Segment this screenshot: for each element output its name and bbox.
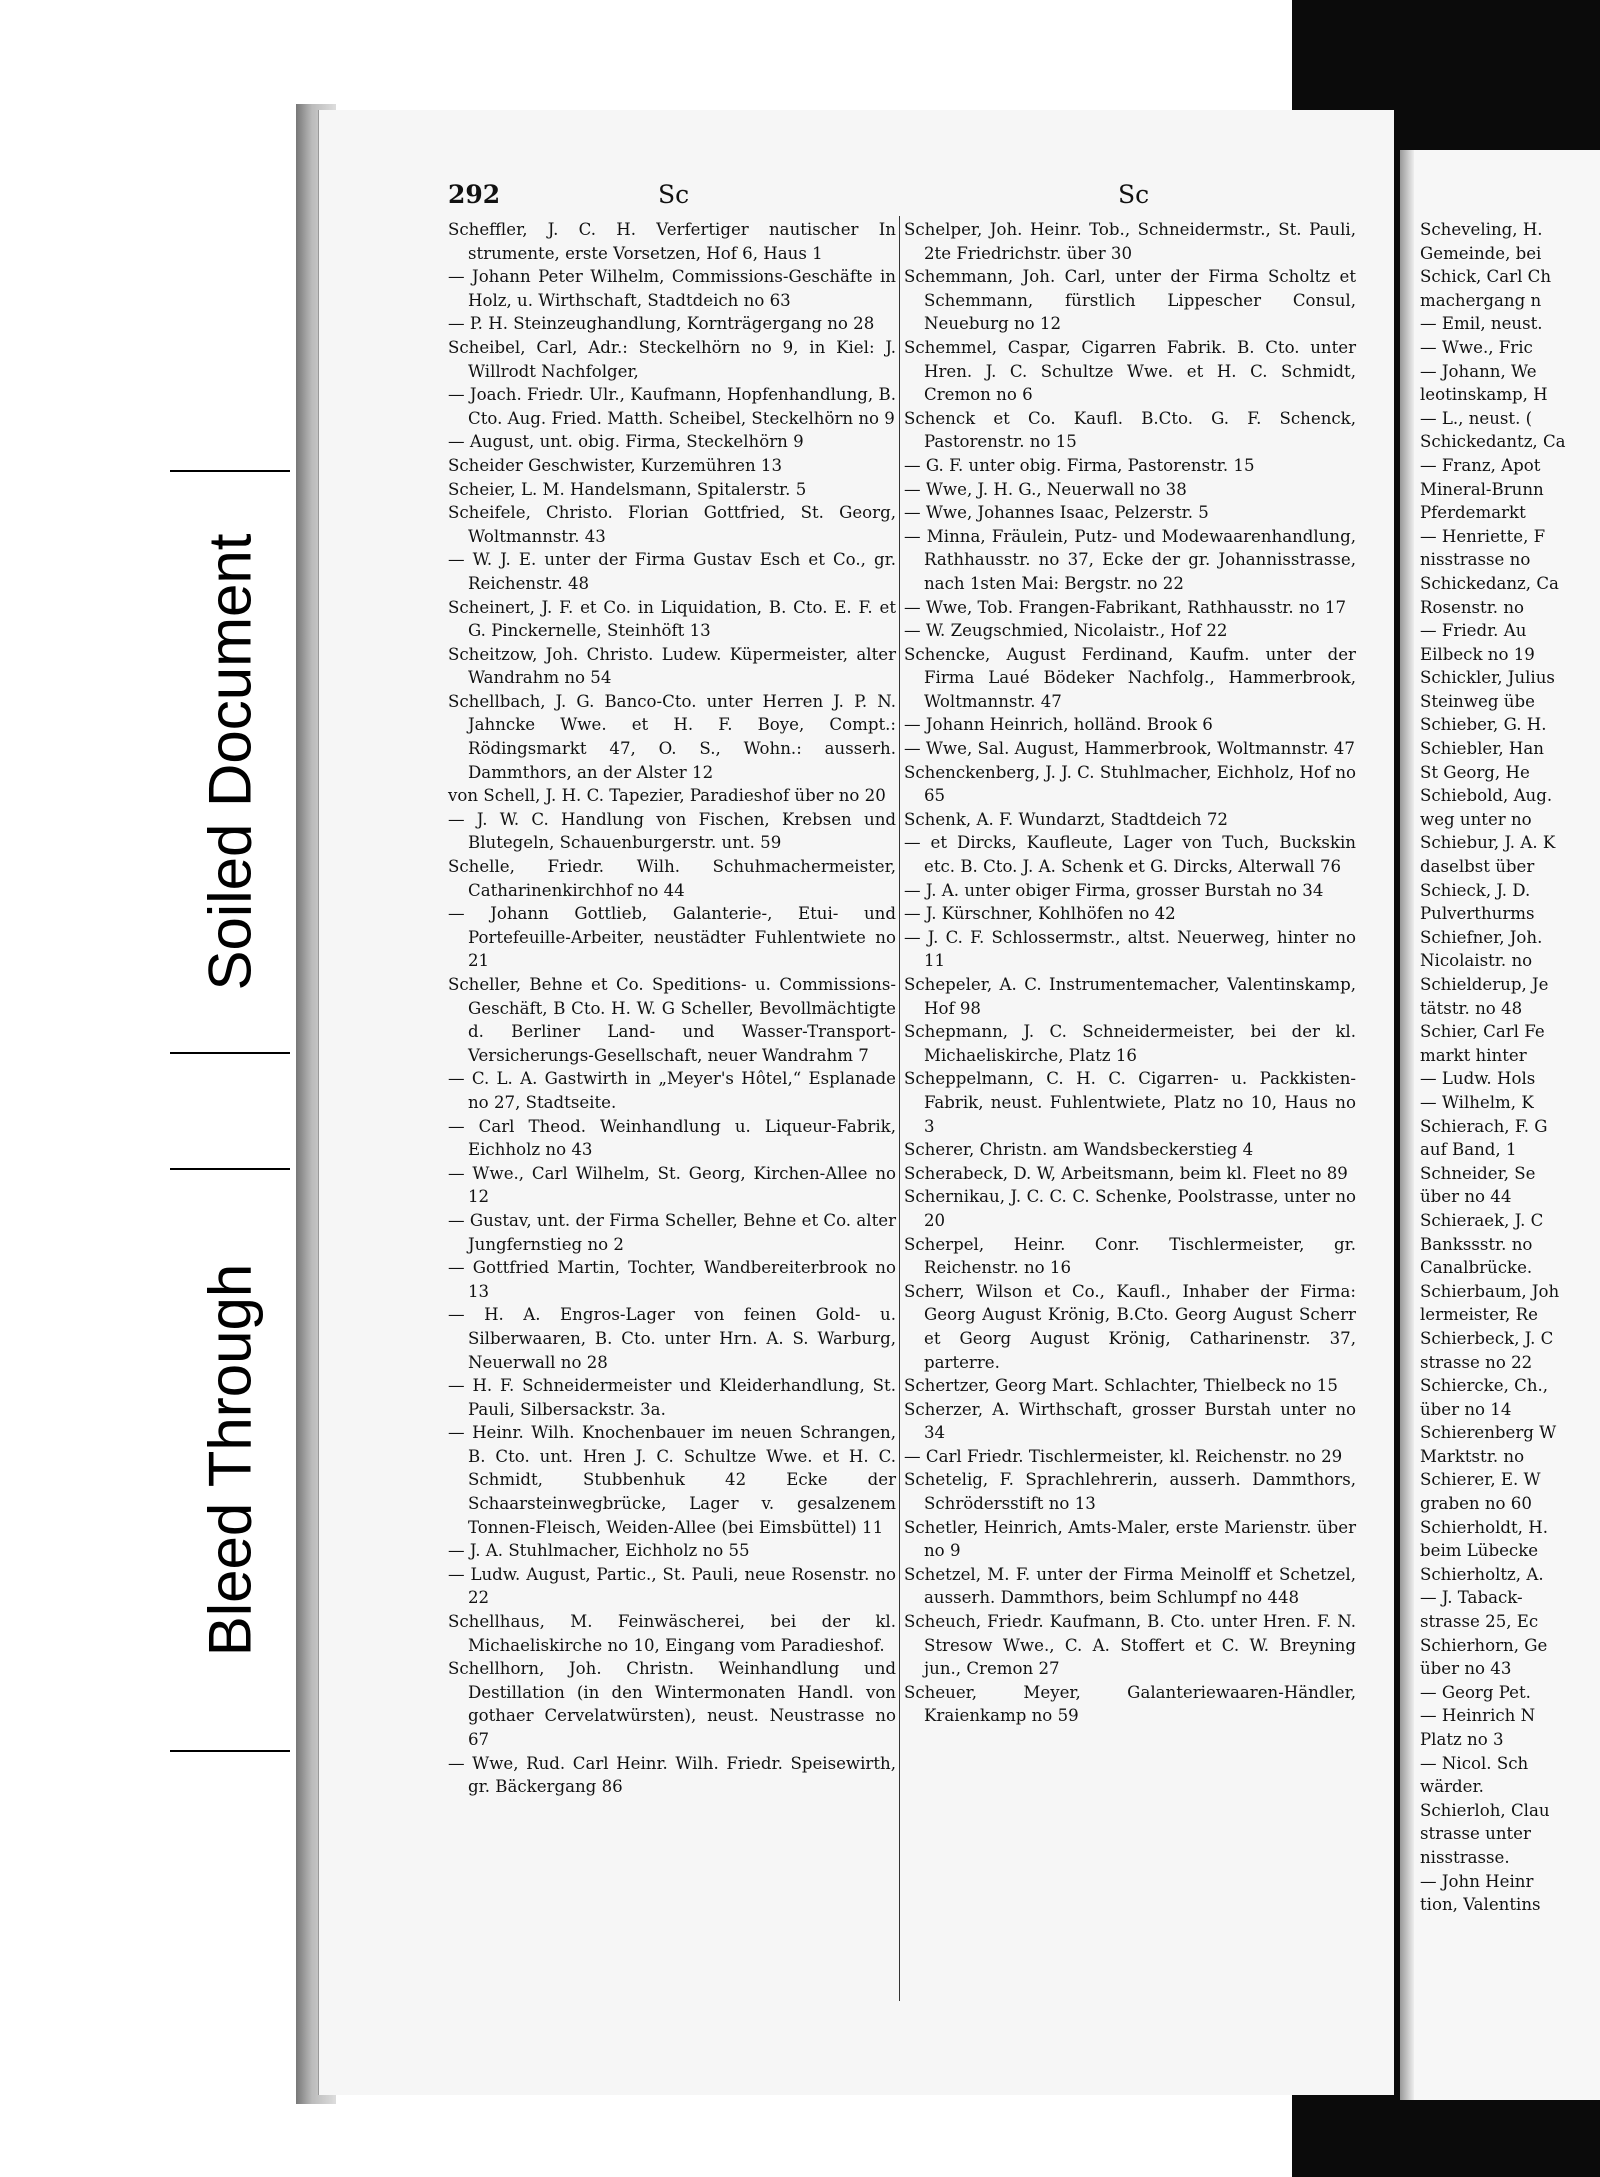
entry-text: Scherr, Wilson et Co., Kaufl., Inhaber der Firma: Georg August Krönig, B.Cto. Georg August Scherr et Georg August Krönig, Catharinenstr. 37, parterre. (904, 1281, 1356, 1372)
directory-entry (448, 596, 896, 643)
fragment-line: Schierloh, Clau (1420, 1800, 1550, 1820)
fragment-line: — L., neust. ( (1420, 408, 1533, 428)
fragment-line: Rosenstr. no (1420, 597, 1525, 617)
directory-entry (448, 855, 896, 902)
fragment-line: Schierbaum, Joh (1420, 1281, 1560, 1301)
entry-text: — August, unt. obig. Firma, Steckelhörn 9 (448, 432, 804, 452)
directory-entry (904, 973, 1356, 1020)
fragment-line: — Wwe., Fric (1420, 337, 1533, 357)
entry-text: — Gustav, unt. der Firma Scheller, Behne et Co. alter Jungfernstieg no 2 (448, 1210, 896, 1254)
fragment-line: über no 44 (1420, 1187, 1512, 1207)
directory-entry (448, 218, 896, 265)
fragment-line: Schier, Carl Fe (1420, 1022, 1545, 1042)
directory-entry (904, 1445, 1356, 1469)
directory-entry (448, 1374, 896, 1421)
entry-text: Scheuer, Meyer, Galanteriewaaren-Händler, Kraienkamp no 59 (904, 1682, 1356, 1726)
entry-text: Schenckenberg, J. J. C. Stuhlmacher, Eichholz, Hof no 65 (904, 762, 1356, 806)
directory-entry (904, 808, 1356, 832)
directory-entry (448, 1421, 896, 1539)
directory-entry (904, 737, 1356, 761)
entry-text: — G. F. unter obig. Firma, Pastorenstr. 15 (904, 455, 1255, 475)
fragment-line: Schielderup, Je (1420, 975, 1549, 994)
fragment-line: beim Lübecke (1420, 1541, 1539, 1561)
fragment-line: — John Heinr (1420, 1871, 1534, 1891)
entry-text: — C. L. A. Gastwirth in „Meyer's Hôtel,“ Esplanade no 27, Stadtseite. (448, 1069, 896, 1112)
directory-entry (904, 1185, 1356, 1232)
fragment-line: nisstrasse no (1420, 550, 1531, 570)
entry-text: — Johann Gottlieb, Galanterie-, Etui- und Portefeuille-Arbeiter, neustädter Fuhlentwiete no 21 (448, 904, 896, 971)
directory-entry (904, 1610, 1356, 1681)
directory-entry (904, 501, 1356, 525)
directory-entry (904, 336, 1356, 407)
entry-text: — H. A. Engros-Lager von feinen Gold- u. Silberwaaren, B. Cto. unter Hrn. A. S. Warburg, Neuerwall no 28 (448, 1305, 896, 1372)
entry-text: — Joach. Friedr. Ulr., Kaufmann, Hopfenhandlung, B. Cto. Aug. Fried. Matth. Scheibel, Steckelhörn no 9 (448, 385, 896, 428)
directory-entry (448, 478, 896, 502)
entry-text: Schellbach, J. G. Banco-Cto. unter Herren J. P. N. Jahncke Wwe. et H. F. Boye, Compt.: Rödingsmarkt 47, O. S., Wohn.: ausserh. Dammthors, an der Alster 12 (448, 691, 896, 782)
directory-entry (448, 973, 896, 1067)
entry-text: Scheuch, Friedr. Kaufmann, B. Cto. unter Hren. F. N. Stresow Wwe., C. A. Stoffert et C. W. Breyning jun., Cremon 27 (904, 1612, 1356, 1679)
directory-entry (904, 596, 1356, 620)
directory-entry (904, 831, 1356, 878)
entry-text: — J. C. F. Schlossermstr., altst. Neuerweg, hinter no 11 (904, 927, 1356, 971)
fragment-line: Marktstr. no (1420, 1446, 1525, 1466)
entry-text: Schertzer, Georg Mart. Schlachter, Thielbeck no 15 (904, 1376, 1338, 1396)
directory-entry (904, 761, 1356, 808)
fragment-line: über no 14 (1420, 1399, 1512, 1419)
fragment-line: Schickedanz, Ca (1420, 573, 1559, 593)
fragment-line: daselbst über (1420, 857, 1535, 877)
entry-text: Scherpel, Heinr. Conr. Tischlermeister, gr. Reichenstr. no 16 (904, 1234, 1356, 1278)
fragment-line: Schierhorn, Ge (1420, 1635, 1548, 1655)
entry-text: Schelper, Joh. Heinr. Tob., Schneidermstr., St. Pauli, 2te Friedrichstr. über 30 (904, 220, 1356, 263)
directory-entry (448, 430, 896, 454)
soiled-document-label (170, 470, 290, 1054)
directory-entry (904, 218, 1356, 265)
fragment-line: tion, Valentins (1420, 1895, 1541, 1915)
fragment-line: Schierenberg W (1420, 1423, 1557, 1443)
fragment-line: wärder. (1420, 1777, 1484, 1797)
right-fragment-column (1420, 218, 1600, 1917)
fragment-line: Steinweg übe (1420, 691, 1535, 711)
entry-text: — Heinr. Wilh. Knochenbauer im neuen Schrangen, B. Cto. unt. Hren J. C. Schultze Wwe. et H. C. Schmidt, Stubbenhuk 42 Ecke der Schaarsteinwegbrücke, Lager v. gesalzenem Tonnen-Fleisch, Weiden-Allee (bei Eimsbüttel) 11 (448, 1423, 896, 1537)
entry-text: Scheppelmann, C. H. C. Cigarren- u. Packkisten-Fabrik, neust. Fuhlentwiete, Platz no 10, Haus no 3 (904, 1069, 1356, 1136)
entry-text: — Wwe., Carl Wilhelm, St. Georg, Kirchen-Allee no 12 (448, 1163, 896, 1207)
directory-entry (448, 784, 896, 808)
fragment-line: machergang n (1420, 290, 1542, 310)
directory-entry (904, 1020, 1356, 1067)
fragment-line: — Henriette, F (1420, 526, 1546, 546)
directory-entry (448, 1303, 896, 1374)
entry-text: — Johann Heinrich, holländ. Brook 6 (904, 715, 1213, 735)
directory-entry (904, 1374, 1356, 1398)
fragment-line: Schiebold, Aug. (1420, 786, 1553, 806)
entry-text: — Ludw. August, Partic., St. Pauli, neue Rosenstr. no 22 (448, 1564, 896, 1608)
entry-text: — Wwe, Johannes Isaac, Pelzerstr. 5 (904, 503, 1209, 523)
directory-entry (904, 1138, 1356, 1162)
fragment-line: Scheveling, H. (1420, 220, 1543, 239)
directory-entry (904, 1162, 1356, 1186)
entry-text: Schetelig, F. Sprachlehrerin, ausserh. Dammthors, Schrödersstift no 13 (904, 1470, 1356, 1514)
directory-entry (904, 879, 1356, 903)
column-divider (899, 216, 900, 2001)
entry-text: — W. Zeugschmied, Nicolaistr., Hof 22 (904, 621, 1228, 641)
bleed-through-label (170, 1168, 290, 1752)
entry-text: — J. A. Stuhlmacher, Eichholz no 55 (448, 1541, 750, 1561)
fragment-line: strasse unter (1420, 1824, 1531, 1844)
directory-entry (448, 1162, 896, 1209)
directory-entry (448, 808, 896, 855)
fragment-line: Schiebler, Han (1420, 739, 1544, 759)
directory-entry (904, 1067, 1356, 1138)
entry-text: Schemmel, Caspar, Cigarren Fabrik. B. Cto. unter Hren. J. C. Schultze Wwe. et H. C. Schmidt, Cremon no 6 (904, 337, 1356, 405)
fragment-line: — Johann, We (1420, 361, 1537, 381)
directory-entry (904, 1280, 1356, 1374)
fragment-line: Schierach, F. G (1420, 1116, 1548, 1136)
directory-entry (904, 525, 1356, 596)
fragment-line: — Franz, Apot (1420, 455, 1541, 475)
fragment-line: Gemeinde, bei (1420, 243, 1542, 263)
fragment-line: Schieraek, J. C (1420, 1210, 1544, 1230)
entry-text: Scheitzow, Joh. Christo. Ludew. Küpermeister, alter Wandrahm no 54 (448, 644, 896, 688)
fragment-line: Schieck, J. D. (1420, 880, 1531, 900)
fragment-line: Eilbeck no 19 (1420, 644, 1535, 664)
entry-text: Scheider Geschwister, Kurzemühren 13 (448, 455, 783, 475)
directory-entry (448, 1256, 896, 1303)
entry-text: — J. W. C. Handlung von Fischen, Krebsen und Blutegeln, Schauenburgerstr. unt. 59 (448, 809, 896, 853)
fragment-line: Pferdemarkt (1420, 503, 1526, 523)
entry-text: Scheier, L. M. Handelsmann, Spitalerstr. 5 (448, 479, 807, 499)
directory-entry (904, 265, 1356, 336)
directory-entry (904, 902, 1356, 926)
directory-entry (904, 926, 1356, 973)
fragment-line: — Nicol. Sch (1420, 1753, 1529, 1773)
directory-entry (904, 478, 1356, 502)
entry-text: Scheibel, Carl, Adr.: Steckelhörn no 9, in Kiel: J. Willrodt Nachfolger, (448, 337, 896, 381)
directory-entry (448, 312, 896, 336)
directory-entry (904, 1563, 1356, 1610)
soiled-document-text: Soiled Document (196, 533, 264, 991)
fragment-line: — Friedr. Au (1420, 621, 1527, 641)
entry-text: Schepeler, A. C. Instrumentemacher, Valentinskamp, Hof 98 (904, 975, 1356, 1018)
directory-entry (448, 1539, 896, 1563)
right-heading: Sc (1118, 180, 1150, 209)
directory-entry (448, 1657, 896, 1751)
entry-text: Schetler, Heinrich, Amts-Maler, erste Marienstr. über no 9 (904, 1517, 1356, 1561)
fragment-line: Schneider, Se (1420, 1163, 1536, 1183)
directory-entry (448, 336, 896, 383)
fragment-line: Schierbeck, J. C (1420, 1328, 1554, 1348)
entry-text: — P. H. Steinzeughandlung, Kornträgergang no 28 (448, 314, 875, 334)
directory-entry (904, 407, 1356, 454)
fragment-line: nisstrasse. (1420, 1847, 1510, 1867)
fragment-line: Schieber, G. H. (1420, 715, 1547, 735)
fragment-line: — Georg Pet. (1420, 1682, 1531, 1702)
page-number: 292 (448, 180, 501, 209)
left-heading: Sc (658, 180, 690, 209)
fragment-line: Schiefner, Joh. (1420, 927, 1543, 947)
fragment-line: — Ludw. Hols (1420, 1069, 1536, 1089)
entry-text: Scherer, Christn. am Wandsbeckerstieg 4 (904, 1140, 1254, 1160)
directory-entry (448, 383, 896, 430)
entry-text: — J. Kürschner, Kohlhöfen no 42 (904, 904, 1176, 924)
entry-text: Schetzel, M. F. unter der Firma Meinolff et Schetzel, ausserh. Dammthors, beim Schlumpf no 448 (904, 1564, 1356, 1608)
entry-text: — H. F. Schneidermeister und Kleiderhandlung, St. Pauli, Silbersackstr. 3a. (448, 1376, 896, 1419)
entry-text: Schemmann, Joh. Carl, unter der Firma Scholtz et Schemmann, fürstlich Lippescher Consul, Neueburg no 12 (904, 267, 1356, 334)
entry-text: Schenck et Co. Kaufl. B.Cto. G. F. Schenck, Pastorenstr. no 15 (904, 408, 1356, 452)
entry-text: Scheinert, J. F. et Co. in Liquidation, B. Cto. E. F. et G. Pinckernelle, Steinhöft 13 (448, 597, 896, 641)
fragment-line: Pulverthurms (1420, 904, 1535, 924)
directory-entry (448, 1209, 896, 1256)
entry-text: Schepmann, J. C. Schneidermeister, bei der kl. Michaeliskirche, Platz 16 (904, 1022, 1356, 1065)
fragment-line: Schierer, E. W (1420, 1470, 1541, 1490)
fragment-line: auf Band, 1 (1420, 1140, 1517, 1160)
directory-entry (448, 501, 896, 548)
fragment-line: strasse 25, Ec (1420, 1612, 1539, 1632)
directory-entry (448, 1610, 896, 1657)
fragment-line: graben no 60 (1420, 1494, 1532, 1514)
fragment-line: Schierholtz, A. (1420, 1564, 1544, 1584)
entry-text: Schenk, A. F. Wundarzt, Stadtdeich 72 (904, 809, 1228, 829)
entry-text: Scherzer, A. Wirthschaft, grosser Burstah unter no 34 (904, 1399, 1356, 1443)
directory-entry (448, 1067, 896, 1114)
bleed-through-text: Bleed Through (196, 1263, 264, 1657)
fragment-line: — J. Taback- (1420, 1588, 1523, 1608)
fragment-line: Schickedantz, Ca (1420, 432, 1566, 452)
entry-text: Scheifele, Christo. Florian Gottfried, St. Georg, Woltmannstr. 43 (448, 503, 896, 546)
directory-entry (448, 690, 896, 784)
middle-column (904, 218, 1356, 1728)
fragment-line: — Wilhelm, K (1420, 1092, 1534, 1112)
entry-text: — Wwe, J. H. G., Neuerwall no 38 (904, 479, 1187, 499)
fragment-line: weg unter no (1420, 809, 1532, 829)
fragment-line: Schick, Carl Ch (1420, 267, 1552, 287)
directory-entry (448, 548, 896, 595)
entry-text: — Gottfried Martin, Tochter, Wandbereiterbrook no 13 (448, 1258, 896, 1301)
entry-text: — Minna, Fräulein, Putz- und Modewaarenhandlung, Rathhausstr. no 37, Ecke der gr. Johannisstrasse, nach 1sten Mai: Bergstr. no 22 (904, 526, 1356, 593)
entry-text: — Carl Friedr. Tischlermeister, kl. Reichenstr. no 29 (904, 1446, 1343, 1466)
entry-text: Schellhaus, M. Feinwäscherei, bei der kl. Michaeliskirche no 10, Eingang vom Paradieshof. (448, 1612, 896, 1655)
entry-text: — Carl Theod. Weinhandlung u. Liqueur-Fabrik, Eichholz no 43 (448, 1116, 896, 1160)
fragment-line: Schiercke, Ch., (1420, 1376, 1549, 1396)
fragment-line: tätstr. no 48 (1420, 998, 1523, 1018)
directory-entry (904, 713, 1356, 737)
directory-entry (904, 1233, 1356, 1280)
directory-entry (904, 1468, 1356, 1515)
directory-entry (904, 619, 1356, 643)
directory-entry (448, 1752, 896, 1799)
fragment-line: Mineral-Brunn (1420, 479, 1544, 499)
entry-text: Scherabeck, D. W, Arbeitsmann, beim kl. Fleet no 89 (904, 1163, 1348, 1183)
directory-entry (448, 643, 896, 690)
fragment-line: Schierholdt, H. (1420, 1517, 1548, 1537)
fragment-line: Schiebur, J. A. K (1420, 833, 1556, 853)
fragment-line: Platz no 3 (1420, 1730, 1504, 1749)
fragment-line: leotinskamp, H (1420, 385, 1548, 405)
fragment-line: Bankssstr. no (1420, 1234, 1533, 1254)
entry-text: Schencke, August Ferdinand, Kaufm. unter der Firma Laué Bödeker Nachfolg., Hammerbrook, Woltmannstr. 47 (904, 644, 1356, 711)
entry-text: — Johann Peter Wilhelm, Commissions-Geschäfte in Holz, u. Wirthschaft, Stadtdeich no 63 (448, 267, 896, 310)
entry-text: — Wwe, Sal. August, Hammerbrook, Woltmannstr. 47 (904, 739, 1355, 759)
entry-text: — Wwe, Rud. Carl Heinr. Wilh. Friedr. Speisewirth, gr. Bäckergang 86 (448, 1753, 896, 1797)
directory-entry (448, 902, 896, 973)
fragment-line: über no 43 (1420, 1659, 1512, 1679)
directory-entry (448, 1563, 896, 1610)
fragment-line: strasse no 22 (1420, 1352, 1533, 1372)
entry-text: — J. A. unter obiger Firma, grosser Burstah no 34 (904, 880, 1324, 900)
fragment-line: markt hinter (1420, 1045, 1527, 1065)
directory-entry (448, 265, 896, 312)
directory-entry (904, 1681, 1356, 1728)
entry-text: Schellhorn, Joh. Christn. Weinhandlung und Destillation (in den Wintermonaten Handl. von gothaer Cervelatwürsten), neust. Neustrasse no 67 (448, 1659, 896, 1749)
entry-text: — W. J. E. unter der Firma Gustav Esch et Co., gr. Reichenstr. 48 (448, 550, 896, 593)
fragment-line: — Emil, neust. (1420, 314, 1543, 334)
entry-text: Scheller, Behne et Co. Speditions- u. Commissions-Geschäft, B Cto. H. W. G Scheller, Bevollmächtigte d. Berliner Land- und Wasser-Transport-Versicherungs-Gesellschaft, neuer Wandrahm 7 (448, 975, 896, 1065)
directory-entry (904, 454, 1356, 478)
left-column (448, 218, 896, 1799)
entry-text: — Wwe, Tob. Frangen-Fabrikant, Rathhausstr. no 17 (904, 597, 1347, 617)
fragment-line: Nicolaistr. no (1420, 951, 1533, 971)
directory-entry (448, 454, 896, 478)
fragment-line: St Georg, He (1420, 762, 1530, 782)
entry-text: Schernikau, J. C. C. C. Schenke, Poolstrasse, unter no 20 (904, 1187, 1356, 1230)
entry-text: — et Dircks, Kaufleute, Lager von Tuch, Buckskin etc. B. Cto. J. A. Schenk et G. Dircks, Alterwall 76 (904, 833, 1356, 877)
fragment-line: Canalbrücke. (1420, 1258, 1533, 1278)
entry-text: Scheffler, J. C. H. Verfertiger nautischer In strumente, erste Vorsetzen, Hof 6, Haus 1 (448, 220, 896, 263)
directory-entry (904, 1516, 1356, 1563)
fragment-line: — Heinrich N (1420, 1706, 1536, 1726)
directory-entry (904, 1398, 1356, 1445)
fragment-line: Schickler, Julius (1420, 668, 1555, 688)
entry-text: von Schell, J. H. C. Tapezier, Paradieshof über no 20 (448, 786, 886, 806)
fragment-line: lermeister, Re (1420, 1305, 1538, 1325)
entry-text: Schelle, Friedr. Wilh. Schuhmachermeister, Catharinenkirchhof no 44 (448, 857, 896, 900)
page-header (448, 180, 1348, 210)
directory-entry (904, 643, 1356, 714)
directory-entry (448, 1115, 896, 1162)
